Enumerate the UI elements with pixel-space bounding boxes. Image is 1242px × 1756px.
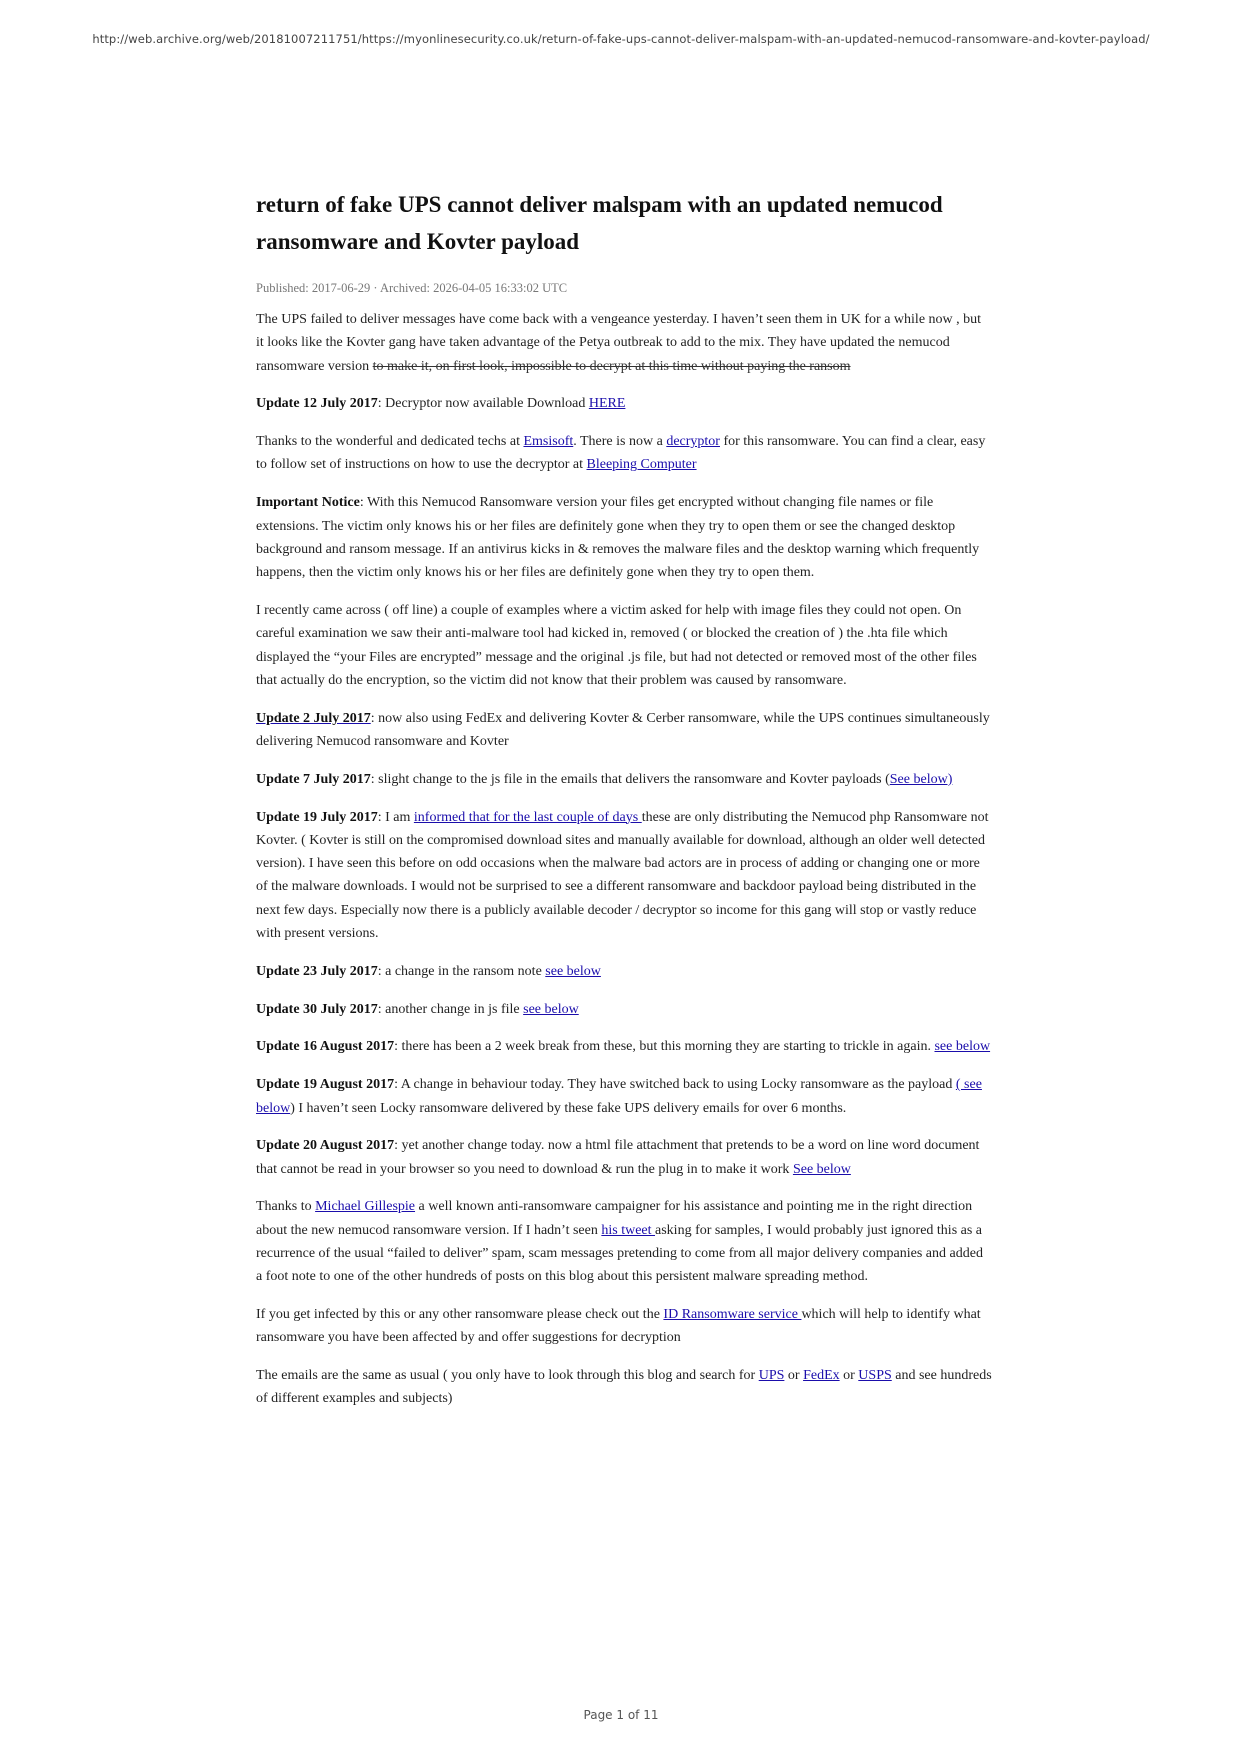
paragraph-update-30-july <box>256 998 992 1021</box>
update-text: : a change in the ransom note <box>377 963 546 979</box>
see-below-link[interactable]: see below <box>934 1039 991 1055</box>
update-text: : Decryptor now available Download <box>377 396 589 412</box>
decryptor-link[interactable]: decryptor <box>666 434 720 450</box>
text-segment: . There is now a <box>573 434 667 450</box>
update-label: Update 7 July 2017 <box>256 771 371 787</box>
update-label: Update 23 July 2017 <box>256 963 378 979</box>
update-label: Update 19 August 2017 <box>256 1077 395 1093</box>
text-segment: a well known anti-ransomware campaigner for his assistance and pointing me in the right direction about the new nemucod ransomware version. If I hadn’t seen <box>256 1199 973 1238</box>
update-label: Update 20 August 2017 <box>256 1138 395 1154</box>
bleeping-computer-link[interactable]: Bleeping Computer <box>586 457 697 473</box>
text-segment: and see hundreds of different examples and subjects) <box>256 1368 992 1407</box>
page-number: Page 1 of 11 <box>583 1708 659 1722</box>
update-label: Update 16 August 2017 <box>256 1039 395 1055</box>
text-segment: : A change in behaviour today. They have switched back to using Locky ransomware as the payload <box>394 1077 956 1093</box>
paragraph-update-23-july <box>256 960 992 983</box>
paragraph-thanks-gillespie <box>256 1195 992 1288</box>
fedex-link[interactable]: FedEx <box>803 1368 840 1384</box>
paragraph-update-12-july <box>256 392 992 415</box>
ups-link[interactable]: UPS <box>758 1368 785 1384</box>
update-label: Update 19 July 2017 <box>256 809 378 825</box>
text-segment: If you get infected by this or any other ransomware please check out the <box>256 1307 664 1323</box>
id-ransomware-link[interactable]: ID Ransomware service <box>663 1307 802 1323</box>
see-below-link[interactable]: See below) <box>889 771 953 787</box>
update-text: : yet another change today. now a html file attachment that pretends to be a word on line word document that cannot be read in your browser so you need to download & run the plug in to make it work <box>256 1138 980 1177</box>
update-text: : slight change to the js file in the emails that delivers the ransomware and Kovter payloads ( <box>370 771 890 787</box>
paragraph-update-19-july <box>256 806 992 946</box>
update-label: Update 12 July 2017 <box>256 396 378 412</box>
text-segment: these are only distributing the Nemucod php Ransomware not Kovter. ( Kovter is still on the compromised download sites and manually available for download, although an older well detected version). I have seen this before on odd occasions when the malware bad actors are in process of adding or changing one or more of the malware downloads. I would not be surprised to see a different ransomware and backdoor payload being distributed in the next few days. Especially now there is a publicly available decoder / decryptor so income for this gang will stop or vastly reduce with present versions. <box>256 809 989 942</box>
text-segment: Thanks to the wonderful and dedicated techs at <box>256 434 524 450</box>
source-url: http://web.archive.org/web/20181007211751/https://myonlinesecurity.co.uk/return-of-fake-ups-cannot-deliver-malspam-with-an-updated-nemucod-ransomware-and-kovter-payload/ <box>92 32 1150 46</box>
emsisoft-link[interactable]: Emsisoft <box>523 434 574 450</box>
article <box>256 186 992 1411</box>
notice-text: : With this Nemucod Ransomware version your files get encrypted without changing file names or file extensions. The victim only knows his or her files are definitely gone when they try to open them or see the changed desktop background and ransom message. If an antivirus kicks in & removes the malware files and the desktop warning which frequently happens, then the victim only knows his or her files are definitely gone when they try to open them. <box>256 495 980 581</box>
text-segment: for this ransomware. You can find a clear, easy to follow set of instructions on how to use the decryptor at <box>256 434 986 473</box>
struck-text: to make it, on first look, impossible to decrypt at this time without paying the ransom <box>372 358 851 374</box>
see-below-link[interactable]: see below <box>545 963 601 979</box>
paragraph-emails-same <box>256 1364 992 1411</box>
see-below-link[interactable]: see below <box>523 1001 579 1017</box>
text-segment: asking for samples, I would probably just ignored this as a recurrence of the usual “failed to deliver” spam, scam messages pretending to come from all major delivery companies and added a foot note to one of the other hundreds of posts on this blog about this persistent malware spreading method. <box>256 1222 983 1285</box>
publish-meta: Published: 2017-06-29 · Archived: 2026-04-05 16:33:02 UTC <box>256 281 568 295</box>
update-label: Update 30 July 2017 <box>256 1001 378 1017</box>
intro-text: The UPS failed to deliver messages have come back with a vengeance yesterday. I haven’t seen them in UK for a while now , but it looks like the Kovter gang have taken advantage of the Petya outbreak to add to the mix. They have updated the nemucod ransomware version <box>256 312 982 374</box>
update-2-july-link-label: Update 2 July 2017 <box>256 710 371 726</box>
text-segment: which will help to identify what ransomware you have been affected by and offer suggestions for decryption <box>256 1307 981 1346</box>
michael-gillespie-link[interactable]: Michael Gillespie <box>315 1199 416 1215</box>
paragraph-important-notice <box>256 491 992 584</box>
informed-link[interactable]: informed that for the last couple of days <box>413 809 642 825</box>
paragraph-recent-examples <box>256 599 992 692</box>
paragraph-id-ransomware <box>256 1303 992 1350</box>
text-segment: ) I haven’t seen Locky ransomware delivered by these fake UPS delivery emails for over 6 months. <box>290 1100 847 1116</box>
see-below-link[interactable]: See below <box>792 1161 851 1177</box>
text-segment: or <box>839 1368 859 1384</box>
update-text: : another change in js file <box>377 1001 524 1017</box>
update-2-july-link[interactable] <box>256 711 371 726</box>
his-tweet-link[interactable]: his tweet <box>601 1222 656 1238</box>
notice-label: Important Notice <box>256 495 360 511</box>
text-segment: The emails are the same as usual ( you only have to look through this blog and search for <box>256 1368 759 1384</box>
here-link[interactable]: HERE <box>588 396 626 412</box>
see-below-link[interactable]: ( see below <box>256 1077 982 1116</box>
usps-link[interactable]: USPS <box>858 1368 892 1384</box>
text-segment: Thanks to <box>256 1199 316 1215</box>
paragraph-thanks-emsisoft <box>256 430 992 477</box>
paragraph-update-19-august <box>256 1073 992 1120</box>
paragraph-intro <box>256 308 992 378</box>
text-segment: : I am <box>377 809 414 825</box>
examples-text: I recently came across ( off line) a couple of examples where a victim asked for help with image files they could not open. On careful examination we saw their anti-malware tool had kicked in, removed ( or blocked the creation of ) the .hta file which displayed the “your Files are encrypted” message and the original .js file, but had not detected or removed most of the other files that actually do the encryption, so the victim did not know that their problem was caused by ransomware. <box>256 602 977 688</box>
paragraph-update-7-july <box>256 768 992 791</box>
paragraph-update-20-august <box>256 1134 992 1181</box>
paragraph-update-16-august <box>256 1035 992 1058</box>
paragraph-update-2-july <box>256 707 992 754</box>
update-text: : now also using FedEx and delivering Kovter & Cerber ransomware, while the UPS continues simultaneously delivering Nemucod ransomware and Kovter <box>256 710 990 749</box>
article-title: return of fake UPS cannot deliver malspam with an updated nemucod ransomware and Kovter payload <box>256 192 943 254</box>
text-segment: or <box>784 1368 804 1384</box>
update-text: : there has been a 2 week break from these, but this morning they are starting to trickle in again. <box>394 1039 935 1055</box>
